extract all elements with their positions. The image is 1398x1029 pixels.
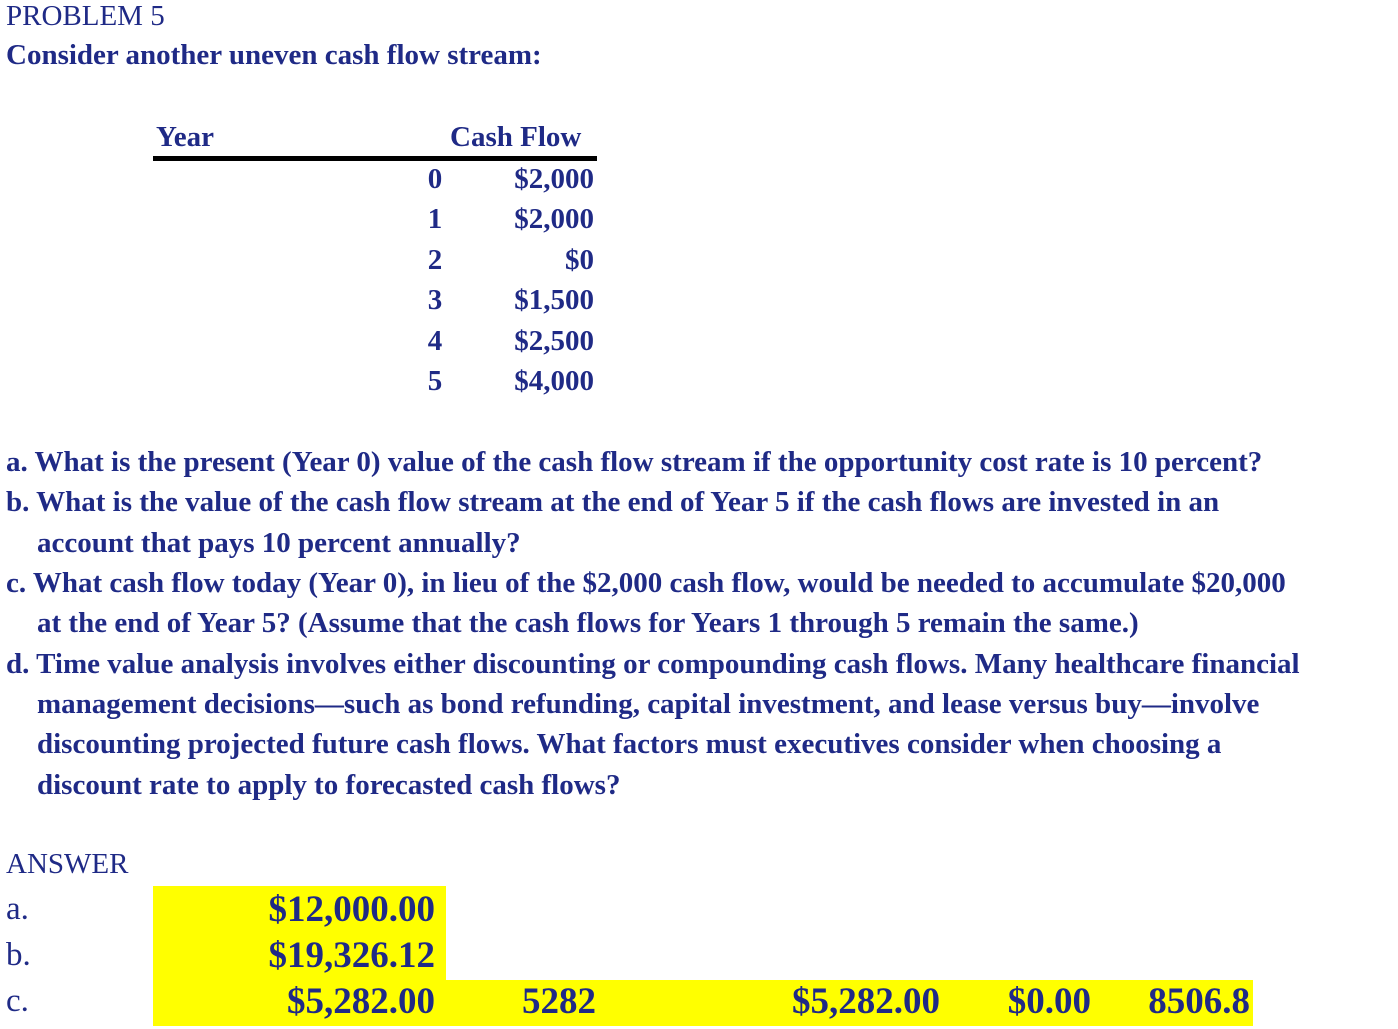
question-c: c. What cash flow today (Year 0), in lieu of the $2,000 cash flow, would be needed to accumulate $20,000 — [6, 567, 1286, 599]
answer-value-b[interactable]: $19,326.12 — [268, 935, 435, 976]
header-rule — [153, 156, 597, 161]
cash-flow-cell: $4,000 — [514, 365, 594, 397]
year-cell: 1 — [427, 203, 443, 235]
column-header-cash-flow: Cash Flow — [450, 121, 582, 153]
answer-value-c-3[interactable]: $5,282.00 — [792, 981, 940, 1022]
question-d-continued: management decisions—such as bond refunding, capital investment, and lease versus buy—involve — [37, 688, 1260, 720]
question-b-continued: account that pays 10 percent annually? — [37, 527, 521, 559]
cash-flow-cell: $2,000 — [514, 163, 594, 195]
cash-flow-cell: $0 — [565, 244, 594, 276]
answer-value-c-5[interactable]: 8506.8 — [1148, 981, 1250, 1022]
year-cell: 2 — [427, 244, 443, 276]
answer-label-b: b. — [6, 937, 31, 973]
question-b: b. What is the value of the cash flow stream at the end of Year 5 if the cash flows are invested in an — [6, 486, 1220, 518]
question-a: a. What is the present (Year 0) value of the cash flow stream if the opportunity cost rate is 10 percent? — [6, 446, 1263, 478]
year-cell: 5 — [427, 365, 443, 397]
year-cell: 4 — [427, 325, 443, 357]
answer-value-c-1[interactable]: $5,282.00 — [287, 981, 435, 1022]
question-d: d. Time value analysis involves either discounting or compounding cash flows. Many healthcare financial — [6, 648, 1300, 680]
problem-title: PROBLEM 5 — [6, 0, 165, 32]
column-header-year: Year — [156, 121, 214, 153]
answer-value-a[interactable]: $12,000.00 — [268, 889, 435, 930]
answer-value-c-4[interactable]: $0.00 — [1007, 981, 1091, 1022]
answer-label-a: a. — [6, 891, 29, 927]
year-cell: 3 — [427, 284, 443, 316]
question-d-continued: discounting projected future cash flows. What factors must executives consider when choosing a — [37, 728, 1222, 760]
intro-text: Consider another uneven cash flow stream: — [6, 39, 542, 71]
answer-value-c-2[interactable]: 5282 — [522, 981, 596, 1022]
year-cell: 0 — [427, 163, 443, 195]
question-c-continued: at the end of Year 5? (Assume that the cash flows for Years 1 through 5 remain the same.) — [37, 607, 1139, 639]
cash-flow-cell: $2,000 — [514, 203, 594, 235]
cash-flow-cell: $1,500 — [514, 284, 594, 316]
question-d-continued: discount rate to apply to forecasted cash flows? — [37, 769, 621, 801]
cash-flow-cell: $2,500 — [514, 325, 594, 357]
answer-heading: ANSWER — [6, 848, 129, 880]
answer-label-c: c. — [6, 983, 29, 1019]
